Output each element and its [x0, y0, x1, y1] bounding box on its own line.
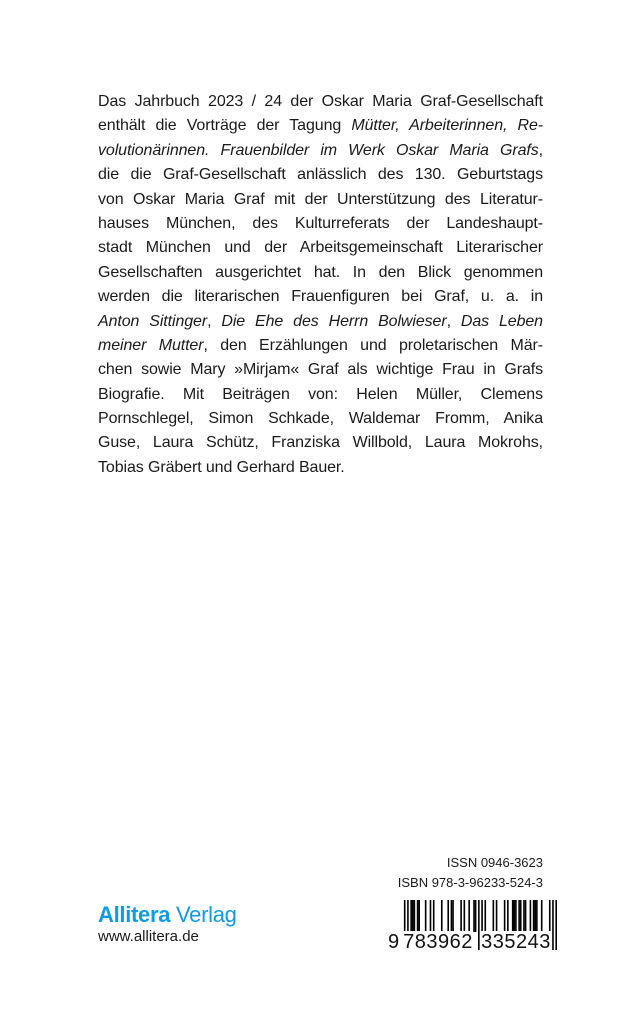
body-text: Guse, Laura Schütz, Franziska Willbold, Laura Mokrohs, [98, 434, 543, 452]
barcode-bar [513, 900, 515, 932]
barcode-bar [552, 900, 554, 950]
body-text: Das Jahrbuch 2023 / 24 der Oskar Maria Graf-Gesellschaft [98, 93, 543, 110]
body-text: , [446, 312, 461, 330]
barcode-bar [541, 900, 543, 932]
blurb-line [98, 358, 543, 382]
blurb-line [98, 431, 543, 455]
publisher-name-bold: Allitera [98, 902, 171, 927]
blurb-line [98, 188, 543, 212]
isbn: ISBN 978-3-96233-524-3 [397, 875, 543, 890]
blurb-line [98, 285, 543, 309]
body-text: hauses München, des Kulturreferats der Landeshaupt- [98, 214, 543, 232]
barcode-bar [447, 900, 449, 932]
barcode-bar [496, 900, 498, 932]
body-text: die die Graf-Gesellschaft anlässlich des 130. Geburtstags [98, 166, 543, 184]
barcode-bar [484, 900, 486, 932]
barcode-bar [549, 900, 551, 932]
barcode-bar [433, 900, 435, 932]
blurb-line [98, 383, 543, 407]
blurb-line [98, 261, 543, 285]
body-text: Gesellschaften ausgerichtet hat. In den Blick genommen [98, 263, 543, 281]
blurb-text [98, 90, 543, 480]
barcode-bar [451, 900, 453, 932]
barcode-bar [418, 900, 420, 932]
blurb-line [98, 407, 543, 431]
barcode-bar [478, 900, 480, 950]
body-text: werden die literarischen Frauenfiguren bei Graf, u. a. in [98, 288, 543, 306]
barcode-bar [534, 900, 536, 932]
barcode-bar [473, 900, 475, 932]
blurb-line [98, 456, 543, 480]
body-text: chen sowie Mary »Mirjam« Graf als wichtige Frau in Grafs [98, 361, 543, 379]
barcode-bar [523, 900, 525, 932]
barcode-bar [464, 900, 466, 932]
italic-title-text: volutionärinnen. Frauenbilder im Werk Oskar Maria Grafs [98, 141, 539, 159]
barcode-bar [536, 900, 538, 932]
body-text: Biografie. Mit Beiträgen von: Helen Müller, Clemens [98, 385, 543, 403]
barcode-bar [417, 900, 419, 932]
issn: ISSN 0946-3623 [446, 855, 543, 870]
body-text: , [207, 312, 222, 330]
blurb-line [98, 139, 543, 163]
barcode-bar [475, 900, 477, 932]
blurb-line [98, 334, 543, 358]
barcode-bar [493, 900, 495, 932]
barcode-bar [441, 900, 443, 932]
publisher-name-regular: Verlag [170, 902, 237, 927]
blurb-line [98, 163, 543, 187]
barcode-bar [410, 900, 412, 932]
barcode-bar [512, 900, 514, 932]
italic-title-text: Die Ehe des Herrn Bolwieser [221, 312, 447, 330]
barcode-bar [414, 900, 416, 932]
barcode-left-digits: 783962 [403, 931, 473, 953]
blurb-line [98, 236, 543, 260]
body-text: , [538, 141, 543, 159]
body-text: Pornschlegel, Simon Schkade, Waldemar Fromm, Anika [98, 410, 543, 428]
blurb-line [98, 212, 543, 236]
body-text: stadt München und der Arbeitsgemeinschaft Literarischer [98, 239, 543, 257]
barcode-bar [460, 900, 462, 932]
barcode-bar [518, 900, 520, 932]
barcode-bar [515, 900, 517, 932]
barcode-bar [555, 900, 557, 950]
publisher-logo [98, 902, 237, 928]
blurb-line [98, 114, 543, 138]
barcode-bar [507, 900, 509, 932]
barcode-bar [468, 900, 470, 932]
barcode-bar [425, 900, 427, 932]
publisher-url: www.allitera.de [98, 928, 199, 945]
barcode-bar [530, 900, 532, 932]
barcode-bar [525, 900, 527, 932]
barcode-bar [533, 900, 535, 932]
blurb-line [98, 90, 543, 114]
barcode-bar [430, 900, 432, 932]
italic-title-text: meiner Mutter [98, 336, 204, 354]
barcode-first-digit: 9 [388, 931, 400, 953]
body-text: , den Erzählungen und proletarischen Mär- [203, 336, 543, 354]
barcode-right-digits: 335243 [481, 931, 551, 953]
barcode-bar [520, 900, 522, 932]
blurb-line [98, 310, 543, 334]
italic-title-text: Mütter, Arbeiterinnen, Re- [351, 117, 543, 135]
barcode-bar [412, 900, 414, 932]
body-text: enthält die Vorträge der Tagung [98, 117, 352, 135]
italic-title-text: Das Leben [460, 312, 543, 330]
italic-title-text: Anton Sittinger [98, 312, 208, 330]
barcode-bar [452, 900, 454, 932]
body-text: Tobias Gräbert und Gerhard Bauer. [98, 458, 345, 476]
body-text: von Oskar Maria Graf mit der Unterstützung des Literatur- [98, 190, 543, 208]
barcode-bar [504, 900, 506, 932]
